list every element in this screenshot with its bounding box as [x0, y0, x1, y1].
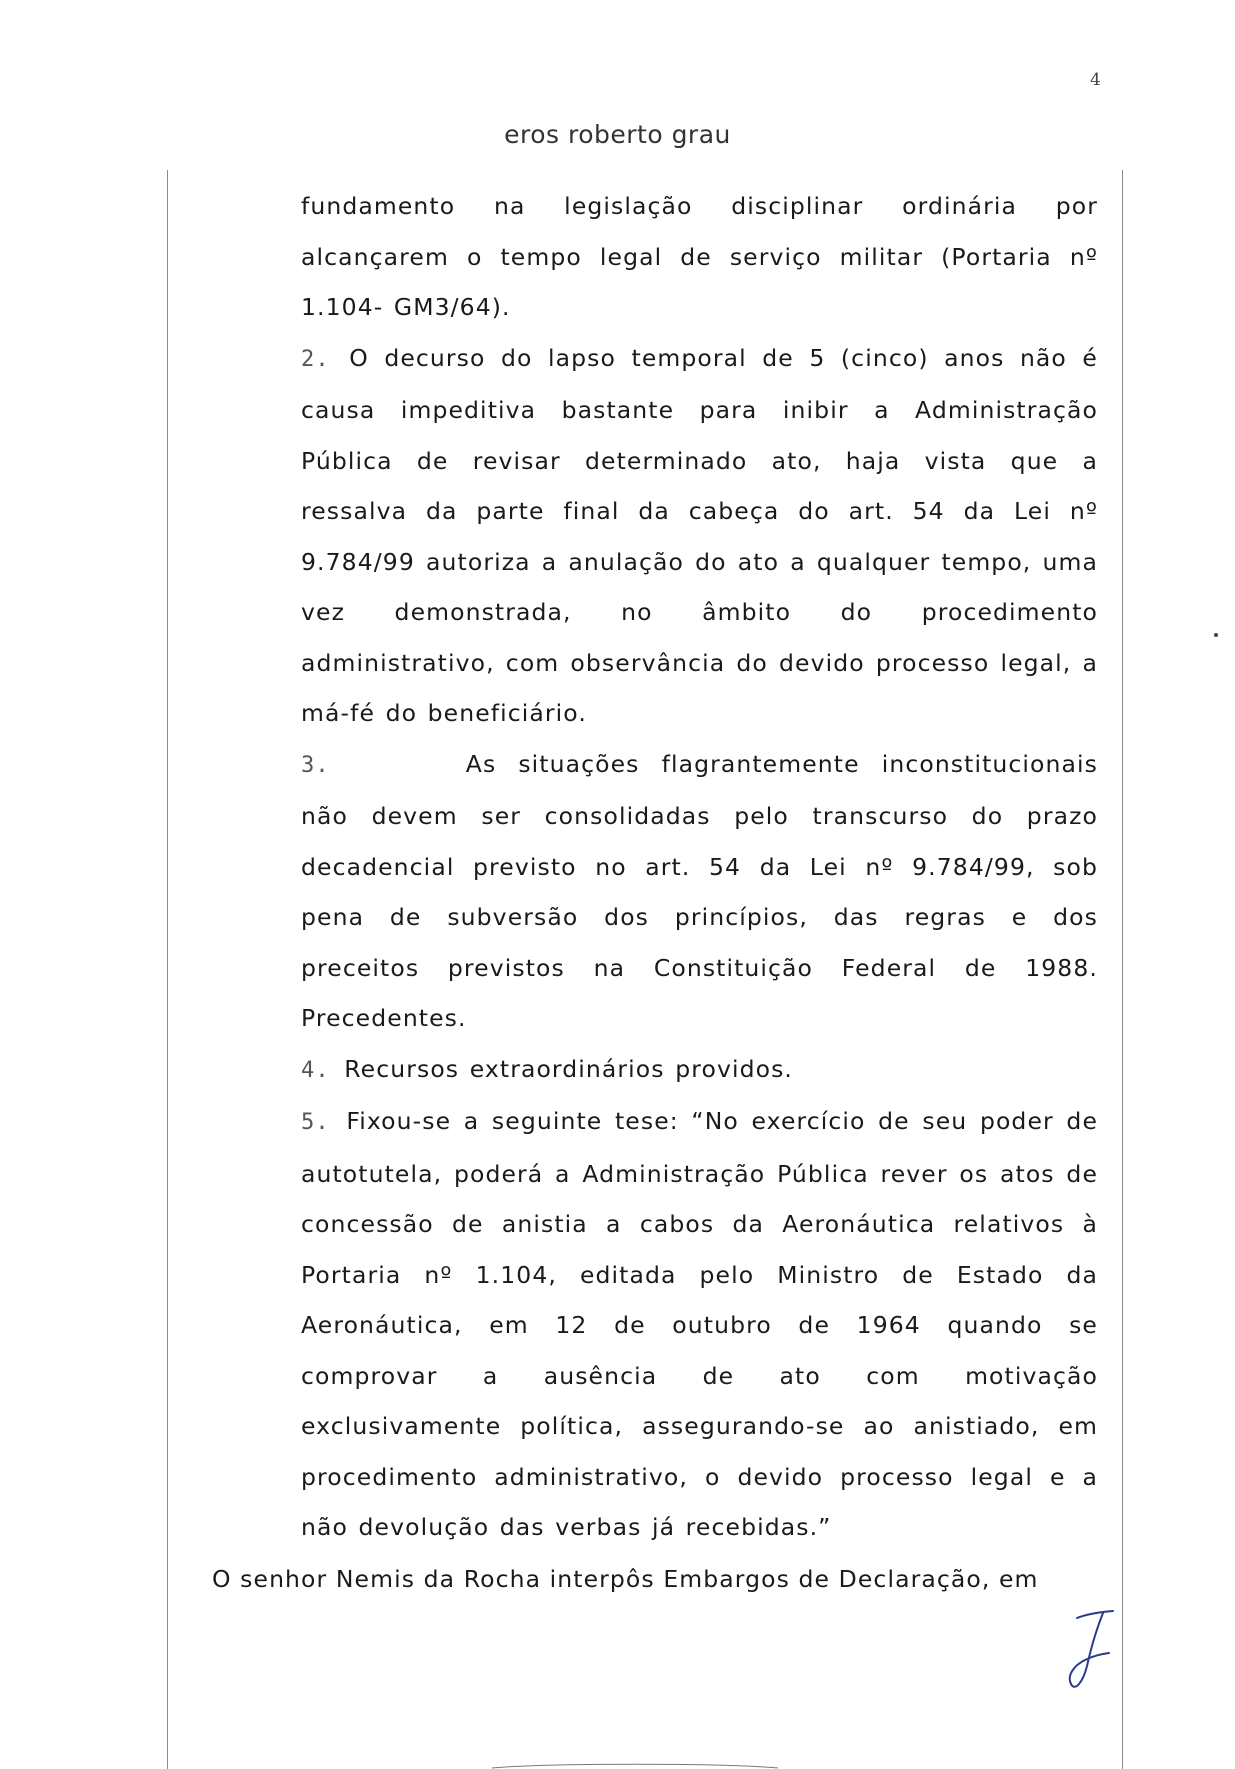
quoted-ementa	[301, 181, 1098, 1553]
quote-item-4	[301, 1044, 1098, 1097]
quote-opening-paragraph: fundamento na legislação disciplinar ordinária por alcançarem o tempo legal de serviço militar (Portaria nº 1.104- GM3/64).	[301, 192, 1098, 321]
author-header: eros roberto grau	[504, 120, 731, 149]
left-margin-line	[167, 170, 168, 1769]
item-text: As situações flagrantemente inconstitucionais não devem ser consolidadas pelo transcurso do prazo decadencial previsto no art. 54 da Lei nº 9.784/99, sob pena de subversão dos princípios, das regras e dos preceitos previstos na Constituição Federal de 1988. Precedentes.	[301, 749, 1098, 1032]
item-number: 5.	[301, 1110, 330, 1135]
item-text: O decurso do lapso temporal de 5 (cinco) anos não é causa impeditiva bastante para inibir a Administração Pública de revisar determinado ato, haja vista que a ressalva da parte final da cabeça do art. 54 da Lei nº 9.784/99 autoriza a anulação do ato a qualquer tempo, uma vez demonstrada, no âmbito do procedimento administrativo, com observância do devido processo legal, a má-fé do beneficiário.	[301, 343, 1098, 727]
quote-item-2	[301, 333, 1098, 739]
quote-item-3	[301, 739, 1098, 1044]
right-margin-line	[1122, 170, 1123, 1769]
item-number: 3.	[301, 752, 330, 778]
body-paragraph-start: O senhor Nemis da Rocha interpôs Embargos de Declaração, em	[212, 1565, 1039, 1593]
item-number: 4.	[301, 1057, 330, 1083]
scan-bottom-mark	[490, 1761, 780, 1769]
scan-dot-mark	[1214, 633, 1218, 637]
page-number: 4	[1090, 70, 1101, 90]
item-text: Fixou-se a seguinte tese: “No exercício de seu poder de autotutela, poderá a Administração Pública rever os atos de concessão de anistia a cabos da Aeronáutica relativos à Portaria nº 1.104, editada pelo Ministro de Estado da Aeronáutica, em 12 de outubro de 1964 quando se comprovar a ausência de ato com motivação exclusivamente política, assegurando-se ao anistiado, em procedimento administrativo, o devido processo legal e a não devolução das verbas já recebidas.”	[301, 1107, 1098, 1541]
quote-item-5	[301, 1096, 1098, 1553]
item-text: Recursos extraordinários providos.	[344, 1054, 793, 1083]
signature-icon	[1063, 1608, 1117, 1693]
item-number: 2.	[301, 346, 330, 372]
